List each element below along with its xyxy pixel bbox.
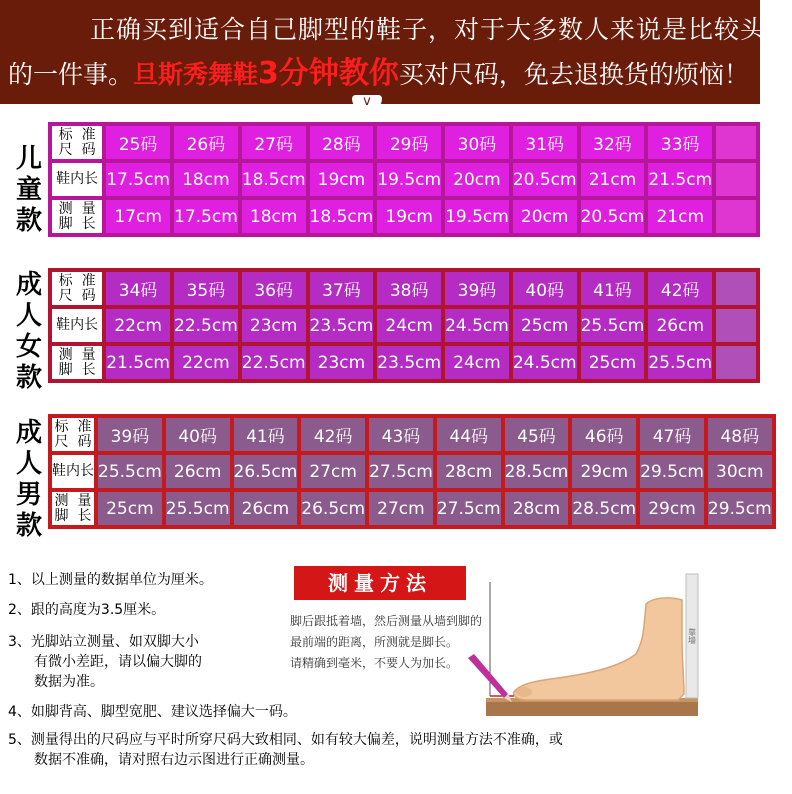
size-cell: 44码: [437, 418, 501, 451]
side-char: 款: [15, 363, 42, 393]
inner-length-cell: 26cm: [166, 455, 230, 488]
method-line: 最前端的距离，所测就是脚长。: [290, 635, 459, 649]
foot-length-cell: 29cm: [640, 492, 704, 525]
size-cell: 41码: [581, 272, 645, 305]
foot-length-cell: 17cm: [106, 200, 170, 233]
row-label-foot: 测 量 脚 长: [52, 200, 102, 233]
banner-text-d: 买对尺码，免去退换货的烦恼！: [398, 60, 749, 89]
banner-line-2: [8, 56, 749, 93]
pen-icon: [468, 654, 508, 698]
size-cell: 27码: [242, 126, 306, 159]
foot-measure-diagram: [468, 566, 714, 726]
inner-length-cell: 25cm: [513, 309, 577, 342]
size-cell: 42码: [648, 272, 712, 305]
foot-length-cell: 27cm: [369, 492, 433, 525]
foot-length-cell: 27.5cm: [437, 492, 501, 525]
inner-length-cell: [716, 163, 756, 196]
size-cell: [716, 126, 756, 159]
inner-length-cell: 26cm: [648, 309, 712, 342]
foot-length-cell: 24cm: [445, 346, 509, 379]
side-char: 成: [15, 270, 42, 300]
note-1: 1、以上测量的数据单位为厘米。: [8, 572, 213, 588]
inner-length-cell: 26.5cm: [234, 455, 298, 488]
inner-length-cell: 29cm: [572, 455, 636, 488]
row-label-size: 标 准 尺 码: [52, 126, 102, 159]
size-cell: 37码: [310, 272, 374, 305]
foot-length-cell: 21cm: [648, 200, 712, 233]
foot-length-cell: 20.5cm: [581, 200, 645, 233]
inner-length-cell: 18.5cm: [242, 163, 306, 196]
method-line: 请精确到毫米，不要人为加长。: [290, 656, 459, 670]
size-cell: 30码: [445, 126, 509, 159]
note-3-cont: 数据为准。: [34, 674, 104, 690]
inner-length-cell: 21.5cm: [648, 163, 712, 196]
size-cell: [716, 272, 756, 305]
foot-length-cell: 26.5cm: [301, 492, 365, 525]
size-cell: 39码: [98, 418, 162, 451]
foot-length-cell: 19cm: [377, 200, 441, 233]
kids-side-label: [12, 144, 46, 237]
row-label-inner: 鞋内长: [52, 455, 94, 488]
size-cell: 46码: [572, 418, 636, 451]
kids-size-table: [48, 122, 760, 237]
foot-shape: [514, 598, 684, 700]
table-row: [52, 346, 756, 379]
foot-length-cell: 25cm: [581, 346, 645, 379]
row-label-size: 标 准 尺 码: [52, 418, 94, 451]
inner-length-cell: 22cm: [106, 309, 170, 342]
side-char: 女: [15, 332, 42, 362]
inner-length-cell: 22.5cm: [174, 309, 238, 342]
table-row: [52, 272, 756, 305]
inner-length-cell: 17.5cm: [106, 163, 170, 196]
size-cell: 43码: [369, 418, 433, 451]
size-cell: 32码: [581, 126, 645, 159]
size-cell: 38码: [377, 272, 441, 305]
foot-length-cell: 23cm: [310, 346, 374, 379]
size-cell: 45码: [505, 418, 569, 451]
side-char: 成: [15, 418, 42, 448]
foot-length-cell: 25cm: [98, 492, 162, 525]
note-5-line-2: 数据不准确，请对照右边示图进行正确测量。: [34, 752, 314, 768]
size-cell: 29码: [377, 126, 441, 159]
note-3-cont: 有微小差距，请以偏大脚的: [34, 654, 202, 670]
inner-length-cell: 28cm: [437, 455, 501, 488]
inner-length-cell: 28.5cm: [505, 455, 569, 488]
row-label-inner: 鞋内长: [52, 309, 102, 342]
inner-length-cell: 25.5cm: [98, 455, 162, 488]
inner-length-cell: 21cm: [581, 163, 645, 196]
table-row: [52, 126, 756, 159]
foot-illustration: [468, 566, 714, 726]
size-cell: 26码: [174, 126, 238, 159]
size-cell: 40码: [513, 272, 577, 305]
table-row: [52, 492, 772, 525]
size-cell: 41码: [234, 418, 298, 451]
note-5-line-1: 5、测量得出的尺码应与平时所穿尺码大致相同、如有较大偏差，说明测量方法不准确，或: [8, 732, 563, 748]
header-banner: [0, 0, 792, 104]
foot-length-cell: 25.5cm: [648, 346, 712, 379]
size-cell: 36码: [242, 272, 306, 305]
inner-length-cell: 30cm: [708, 455, 772, 488]
brand-name: 旦斯秀舞鞋: [133, 60, 259, 89]
table-row: [52, 309, 756, 342]
size-cell: 25码: [106, 126, 170, 159]
floor-board: [486, 702, 698, 716]
foot-length-cell: 20cm: [513, 200, 577, 233]
row-label-inner: 鞋内长: [52, 163, 102, 196]
size-cell: 33码: [648, 126, 712, 159]
side-char: 款: [15, 206, 42, 236]
inner-length-cell: 23cm: [242, 309, 306, 342]
size-cell: 34码: [106, 272, 170, 305]
note-4: 4、如脚背高、脚型宽肥、建议选择偏大一码。: [8, 704, 297, 720]
size-cell: 28码: [310, 126, 374, 159]
row-label-foot: 测 量 脚 长: [52, 346, 102, 379]
foot-length-cell: 28.5cm: [572, 492, 636, 525]
foot-length-cell: 18.5cm: [310, 200, 374, 233]
note-5: [8, 730, 748, 770]
row-label-size: 标 准 尺 码: [52, 272, 102, 305]
chevron-down-icon: v: [352, 95, 382, 111]
men-size-table: [48, 414, 776, 529]
size-cell: 39码: [445, 272, 509, 305]
women-size-table: [48, 268, 760, 383]
foot-length-cell: 28cm: [505, 492, 569, 525]
inner-length-cell: 20cm: [445, 163, 509, 196]
inner-length-cell: 19.5cm: [377, 163, 441, 196]
method-title: 测量方法: [294, 566, 466, 600]
size-cell: 42码: [301, 418, 365, 451]
inner-length-cell: 23.5cm: [310, 309, 374, 342]
method-description: [290, 611, 482, 674]
foot-length-cell: 25.5cm: [166, 492, 230, 525]
foot-length-cell: 22cm: [174, 346, 238, 379]
size-cell: 31码: [513, 126, 577, 159]
method-line: 脚后跟抵着墙，然后测量从墙到脚的: [290, 614, 483, 628]
inner-length-cell: 20.5cm: [513, 163, 577, 196]
foot-length-cell: [716, 346, 756, 379]
banner-highlight: 3分钟教你: [258, 56, 399, 91]
inner-length-cell: 25.5cm: [581, 309, 645, 342]
table-row: [52, 418, 772, 451]
foot-length-cell: 21.5cm: [106, 346, 170, 379]
inner-length-cell: 29.5cm: [640, 455, 704, 488]
foot-length-cell: 26cm: [234, 492, 298, 525]
inner-length-cell: 24.5cm: [445, 309, 509, 342]
inner-length-cell: 19cm: [310, 163, 374, 196]
side-char: 童: [15, 175, 42, 205]
women-side-label: [12, 270, 46, 394]
table-row: [52, 455, 772, 488]
size-cell: 47码: [640, 418, 704, 451]
table-row: [52, 163, 756, 196]
side-char: 人: [15, 449, 42, 479]
inner-length-cell: [716, 309, 756, 342]
size-cell: 35码: [174, 272, 238, 305]
side-char: 款: [15, 511, 42, 541]
size-cell: 48码: [708, 418, 772, 451]
foot-length-cell: 17.5cm: [174, 200, 238, 233]
banner-line-1: 正确买到适合自己脚型的鞋子，对于大多数人来说是比较头疼: [90, 15, 792, 44]
side-char: 儿: [15, 144, 42, 174]
inner-length-cell: 24cm: [377, 309, 441, 342]
inner-length-cell: 27.5cm: [369, 455, 433, 488]
foot-length-cell: 23.5cm: [377, 346, 441, 379]
foot-length-cell: 19.5cm: [445, 200, 509, 233]
size-cell: 40码: [166, 418, 230, 451]
foot-length-cell: 24.5cm: [513, 346, 577, 379]
wall-label: 靠墙: [687, 628, 697, 644]
side-char: 人: [15, 301, 42, 331]
table-row: [52, 200, 756, 233]
note-2: 2、跟的高度为3.5厘米。: [8, 602, 166, 618]
foot-length-cell: [716, 200, 756, 233]
inner-length-cell: 27cm: [301, 455, 365, 488]
side-char: 男: [15, 480, 42, 510]
foot-length-cell: 29.5cm: [708, 492, 772, 525]
men-side-label: [12, 418, 46, 542]
inner-length-cell: 18cm: [174, 163, 238, 196]
note-3: 3、光脚站立测量、如双脚大小: [8, 634, 199, 650]
row-label-foot: 测 量 脚 长: [52, 492, 94, 525]
banner-text-a: 的一件事。: [8, 60, 134, 89]
foot-length-cell: 18cm: [242, 200, 306, 233]
foot-length-cell: 22.5cm: [242, 346, 306, 379]
